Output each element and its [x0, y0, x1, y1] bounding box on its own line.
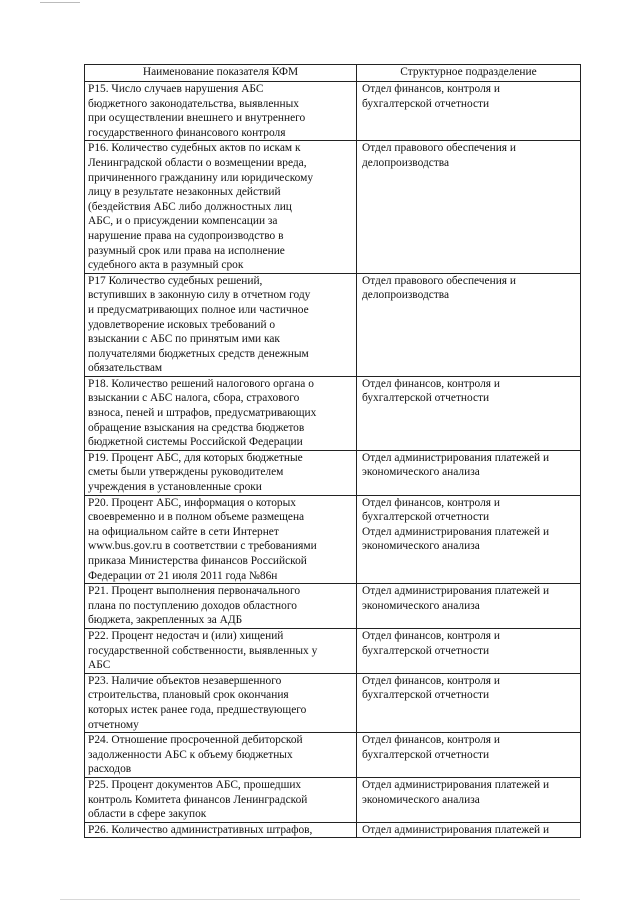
department-line: бухгалтерской отчетности — [362, 748, 490, 761]
indicator-cell — [85, 376, 357, 450]
department-line: бухгалтерской отчетности — [362, 689, 490, 702]
indicator-line: расходов — [88, 763, 132, 776]
scan-artifact-top — [40, 2, 80, 3]
indicator-line: получателями бюджетных средств денежным — [88, 347, 309, 360]
indicator-line: отчетному — [88, 718, 139, 731]
department-line: Отдел администрирования платежей и — [362, 823, 550, 836]
department-line: экономического анализа — [362, 793, 480, 806]
indicator-line: взыскании с АБС по принятым ими как — [88, 333, 280, 346]
indicator-line: нарушение права на судопроизводство в — [88, 229, 284, 242]
table-row — [85, 450, 581, 495]
indicator-line: обязательствам — [88, 362, 163, 375]
department-line: делопроизводства — [362, 289, 450, 302]
department-cell — [357, 584, 581, 629]
department-line: Отдел финансов, контроля и — [362, 377, 500, 390]
indicator-line: бюджетного законодательства, выявленных — [88, 97, 299, 110]
indicator-line: государственной собственности, выявленных у — [88, 644, 318, 657]
indicator-line: и предусматривающих полное или частичное — [88, 303, 309, 316]
indicator-line: причиненного гражданину или юридическому — [88, 171, 314, 184]
department-line: делопроизводства — [362, 156, 450, 169]
department-line: Отдел правового обеспечения и — [362, 274, 516, 287]
department-line: бухгалтерской отчетности — [362, 97, 490, 110]
indicator-line: сметы были утверждены руководителем — [88, 466, 284, 479]
indicator-line: которых истек ранее года, предшествующего — [88, 703, 307, 716]
department-line: экономического анализа — [362, 466, 480, 479]
department-line: экономического анализа — [362, 540, 480, 553]
department-line: экономического анализа — [362, 599, 480, 612]
indicator-cell — [85, 822, 357, 838]
department-cell — [357, 273, 581, 376]
indicator-cell — [85, 777, 357, 822]
indicator-line: задолженности АБС к объему бюджетных — [88, 748, 293, 761]
indicator-line: АБС — [88, 659, 111, 672]
indicator-line: АБС, и о присуждении компенсации за — [88, 215, 278, 228]
indicator-line: обращение взыскания на средства бюджетов — [88, 421, 305, 434]
table-row — [85, 82, 581, 141]
header-department: Структурное подразделение — [357, 65, 581, 82]
indicator-line: Р20. Процент АБС, информация о которых — [88, 496, 296, 509]
indicator-cell — [85, 584, 357, 629]
department-line: Отдел финансов, контроля и — [362, 734, 500, 747]
department-cell — [357, 450, 581, 495]
table-row — [85, 777, 581, 822]
header-indicator-name: Наименование показателя КФМ — [85, 65, 357, 82]
department-line: Отдел финансов, контроля и — [362, 496, 500, 509]
department-cell — [357, 777, 581, 822]
table-row — [85, 273, 581, 376]
indicator-line: бюджета, закрепленных за АДБ — [88, 614, 243, 627]
department-cell — [357, 82, 581, 141]
indicator-line: лицу в результате незаконных действий — [88, 186, 281, 199]
department-line: Отдел администрирования платежей и — [362, 525, 550, 538]
indicator-line: Р21. Процент выполнения первоначального — [88, 585, 301, 598]
indicator-cell — [85, 673, 357, 732]
indicator-line: своевременно и в полном объеме размещена — [88, 511, 305, 524]
department-line: Отдел финансов, контроля и — [362, 83, 500, 95]
indicator-line: бюджетной системы Российской Федерации — [88, 436, 303, 449]
indicator-cell — [85, 82, 357, 141]
department-line: Отдел администрирования платежей и — [362, 778, 550, 791]
department-line: бухгалтерской отчетности — [362, 511, 490, 524]
kfm-indicators-table — [84, 64, 581, 838]
table-row — [85, 495, 581, 584]
indicator-line: при осуществлении внешнего и внутреннего — [88, 112, 306, 125]
indicator-cell — [85, 495, 357, 584]
table-row — [85, 376, 581, 450]
scan-artifact-bottom — [60, 899, 580, 900]
table-header-row — [85, 65, 581, 82]
table-row — [85, 584, 581, 629]
indicator-line: Р25. Процент документов АБС, прошедших — [88, 778, 302, 791]
department-cell — [357, 141, 581, 273]
indicator-line: строительства, плановый срок окончания — [88, 689, 289, 702]
department-cell — [357, 376, 581, 450]
indicator-line: Ленинградской области о возмещении вреда, — [88, 156, 307, 169]
indicator-line: взноса, пеней и штрафов, предусматривающих — [88, 407, 317, 420]
indicator-cell — [85, 450, 357, 495]
indicator-line: Р23. Наличие объектов незавершенного — [88, 674, 282, 687]
department-line: Отдел администрирования платежей и — [362, 451, 550, 464]
indicator-line: Р18. Количество решений налогового органа о — [88, 377, 314, 390]
indicator-line: учреждения в установленные сроки — [88, 481, 262, 494]
department-line: Отдел администрирования платежей и — [362, 585, 550, 598]
indicator-line: Р15. Число случаев нарушения АБС — [88, 83, 264, 95]
indicator-line: взыскании с АБС налога, сбора, страхового — [88, 392, 300, 405]
indicator-line: удовлетворение исковых требований о — [88, 318, 276, 331]
table-row — [85, 141, 581, 273]
department-line: Отдел финансов, контроля и — [362, 674, 500, 687]
department-line: бухгалтерской отчетности — [362, 392, 490, 405]
indicator-cell — [85, 733, 357, 778]
indicator-line: государственного финансового контроля — [88, 126, 286, 139]
department-cell — [357, 673, 581, 732]
indicator-cell — [85, 273, 357, 376]
indicator-line: Р19. Процент АБС, для которых бюджетные — [88, 451, 303, 464]
table-row — [85, 673, 581, 732]
indicator-cell — [85, 628, 357, 673]
table-row — [85, 822, 581, 838]
table-body — [85, 82, 581, 838]
indicator-line: www.bus.gov.ru в соответствии с требованиями — [88, 540, 317, 553]
department-cell — [357, 495, 581, 584]
indicator-line: контроль Комитета финансов Ленинградской — [88, 793, 308, 806]
department-cell — [357, 822, 581, 838]
department-cell — [357, 733, 581, 778]
indicator-line: области в сфере закупок — [88, 808, 207, 821]
indicator-line: плана по поступлению доходов областного — [88, 599, 297, 612]
indicator-line: Федерации от 21 июля 2011 года №86н — [88, 569, 278, 582]
department-cell — [357, 628, 581, 673]
table-row — [85, 628, 581, 673]
department-line: Отдел финансов, контроля и — [362, 629, 500, 642]
indicator-line: Р26. Количество административных штрафов, — [88, 823, 313, 836]
indicator-line: вступивших в законную силу в отчетном году — [88, 289, 311, 302]
indicator-line: судебного акта в разумный срок — [88, 259, 244, 272]
indicator-line: (бездействия АБС либо должностных лиц — [88, 200, 292, 213]
indicator-line: разумный срок или права на исполнение — [88, 244, 285, 257]
department-line: бухгалтерской отчетности — [362, 644, 490, 657]
table-row — [85, 733, 581, 778]
department-line: Отдел правового обеспечения и — [362, 142, 516, 155]
indicator-line: Р24. Отношение просроченной дебиторской — [88, 734, 303, 747]
indicator-line: Р17 Количество судебных решений, — [88, 274, 263, 287]
indicator-line: Р16. Количество судебных актов по искам к — [88, 142, 301, 155]
indicator-line: на официальном сайте в сети Интернет — [88, 525, 279, 538]
indicator-cell — [85, 141, 357, 273]
indicator-line: приказа Министерства финансов Российской — [88, 555, 307, 567]
indicator-line: Р22. Процент недостач и (или) хищений — [88, 629, 284, 642]
